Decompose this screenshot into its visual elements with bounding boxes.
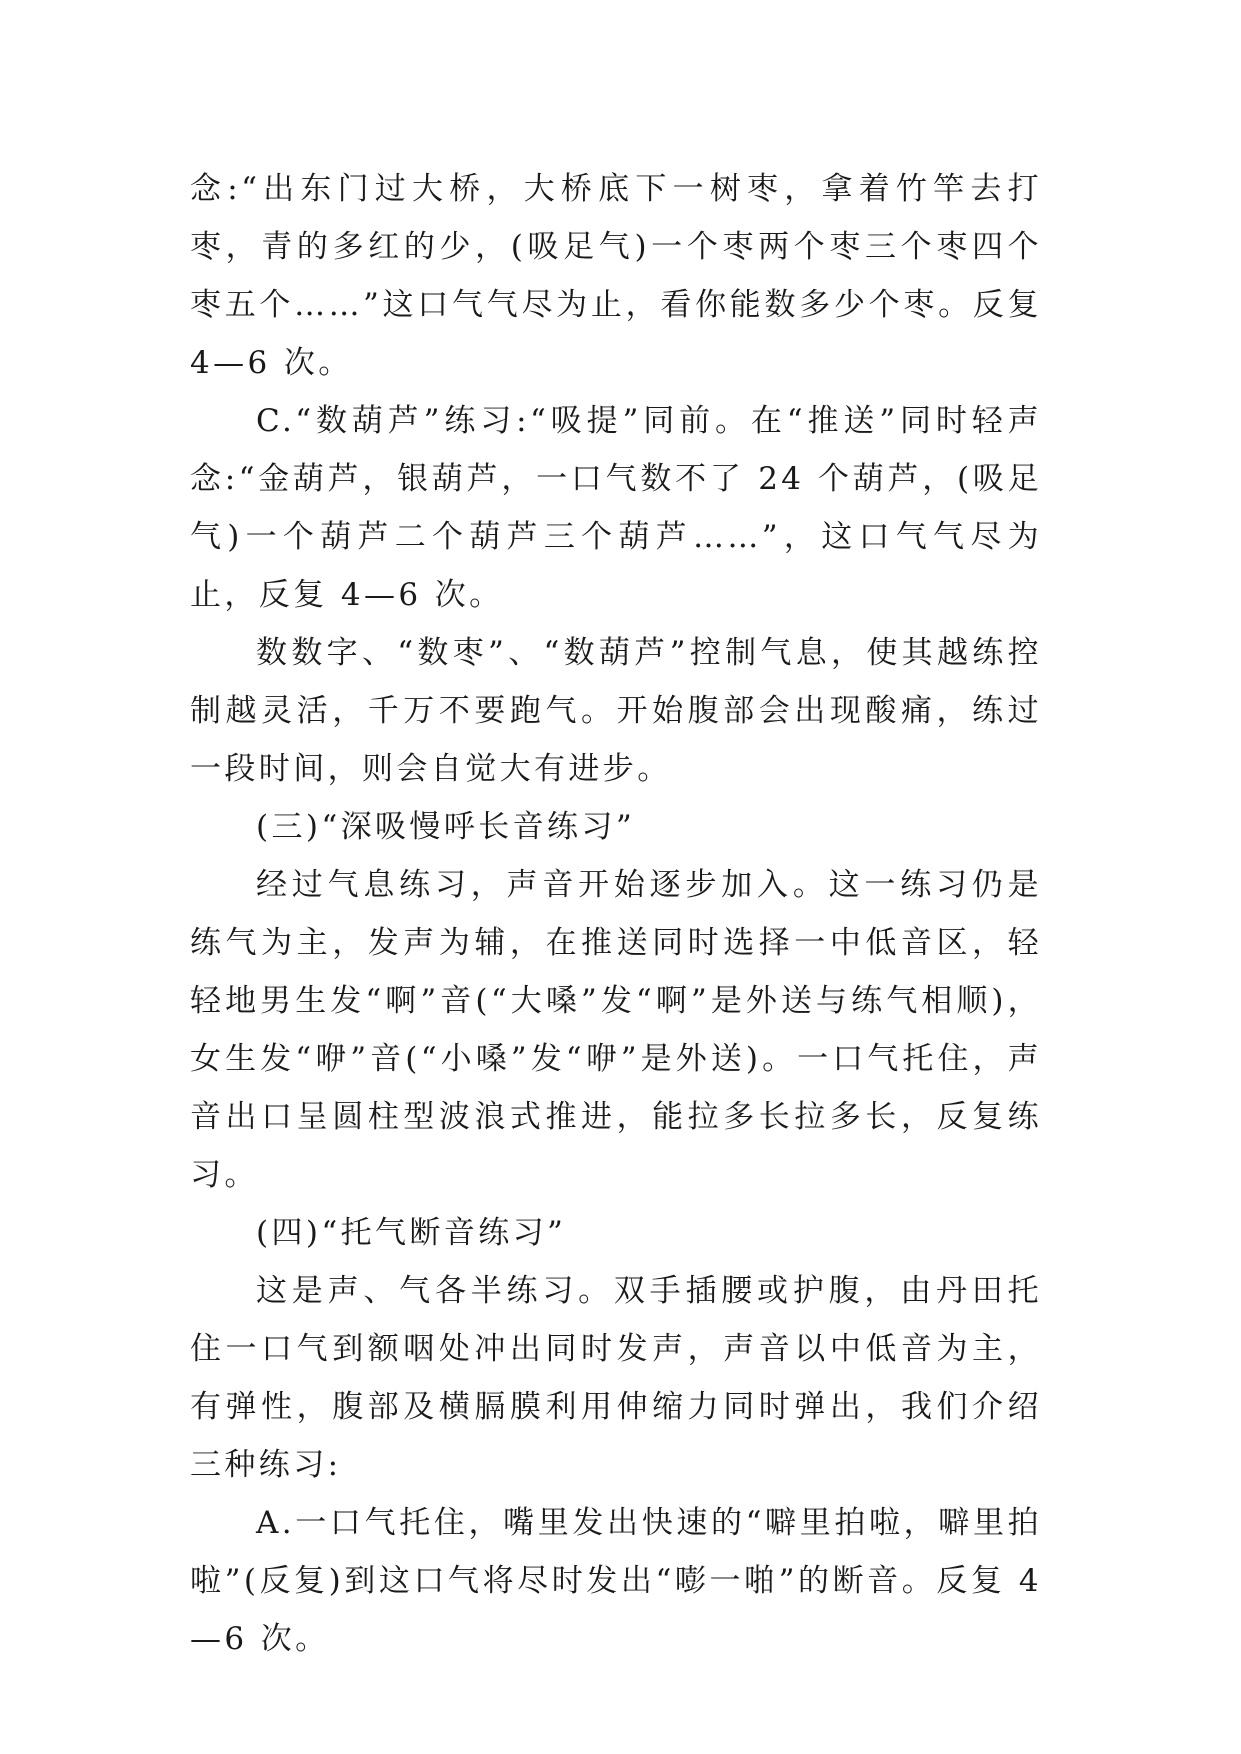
paragraph-staccato-exercise-a: A.一口气托住，嘴里发出快速的“噼里拍啦，噼里拍啦”(反复)到这口气将尽时发出“嘭一啪”的断音。反复 4—6 次。 (190, 1505, 1042, 1657)
section-heading-long-tone: (三)“深吸慢呼长音练习” (256, 809, 636, 845)
section-heading-staccato: (四)“托气断音练习” (256, 1215, 567, 1251)
paragraph-breath-control: 数数字、“数枣”、“数葫芦”控制气息，使其越练控制越灵活，千万不要跑气。开始腹部会出现酸痛，练过一段时间，则会自觉大有进步。 (190, 635, 1042, 787)
document-page (190, 160, 1042, 1668)
paragraph-long-tone: 经过气息练习，声音开始逐步加入。这一练习仍是练气为主，发声为辅，在推送同时选择一中低音区，轻轻地男生发“啊”音(“大嗓”发“啊”是外送与练气相顺)，女生发“咿”音(“小嗓”发“咿”是外送)。一口气托住，声音出口呈圆柱型波浪式推进，能拉多长拉多长，反复练习。 (190, 867, 1042, 1193)
paragraph-counting-gourds: C.“数葫芦”练习:“吸提”同前。在“推送”同时轻声念:“金葫芦，银葫芦，一口气数不了 24 个葫芦，(吸足气)一个葫芦二个葫芦三个葫芦……”，这口气气尽为止，反复 4—6 次。 (190, 403, 1042, 613)
paragraph-counting-dates: 念:“出东门过大桥，大桥底下一树枣，拿着竹竿去打枣，青的多红的少，(吸足气)一个枣两个枣三个枣四个枣五个……”这口气气尽为止，看你能数多少个枣。反复 4—6 次。 (190, 171, 1042, 381)
paragraph-staccato-intro: 这是声、气各半练习。双手插腰或护腹，由丹田托住一口气到额咽处冲出同时发声，声音以中低音为主，有弹性，腹部及横膈膜利用伸缩力同时弹出，我们介绍三种练习: (190, 1273, 1042, 1483)
